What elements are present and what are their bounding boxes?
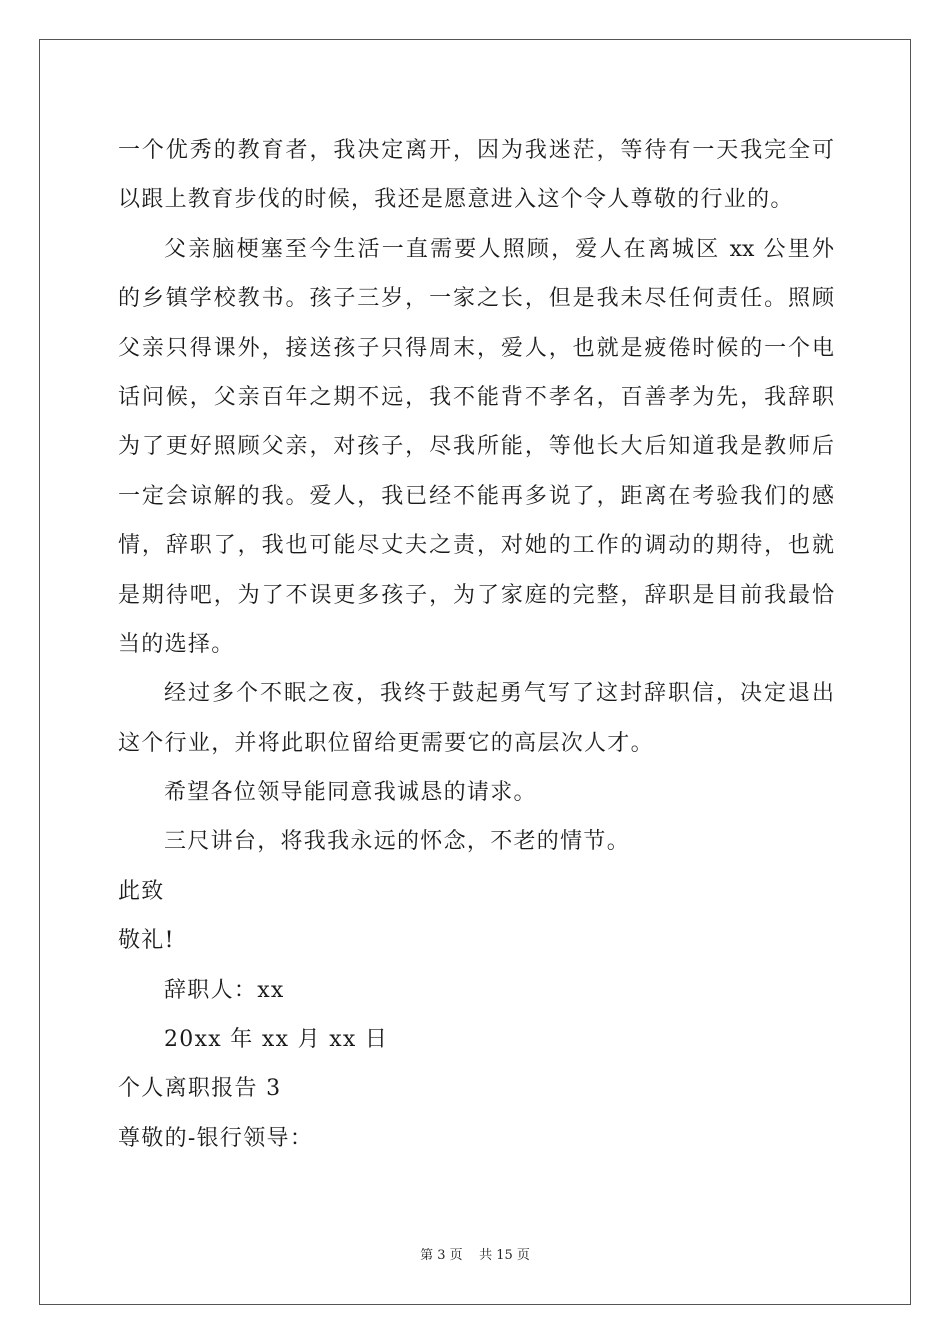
signature-name: 辞职人：xx	[164, 977, 285, 1003]
text-line: 情，辞职了，我也可能尽丈夫之责，对她的工作的调动的期待，也就	[118, 533, 834, 559]
text-line: 当的选择。	[118, 631, 235, 657]
greeting-line: 尊敬的-银行领导：	[118, 1125, 314, 1151]
page-number: 第 3 页 共 15 页	[420, 1248, 530, 1263]
salutation-line: 敬礼!	[118, 928, 175, 954]
document-body	[118, 126, 834, 1163]
text-line: 为了更好照顾父亲，对孩子，尽我所能，等他长大后知道我是教师后	[118, 434, 834, 460]
text-line: 的乡镇学校教书。孩子三岁，一家之长，但是我未尽任何责任。照顾	[118, 286, 834, 312]
section-title: 个人离职报告 3	[118, 1076, 282, 1102]
signature-date: 20xx 年 xx 月 xx 日	[164, 1027, 389, 1053]
text-line: 以跟上教育步伐的时候，我还是愿意进入这个令人尊敬的行业的。	[118, 187, 794, 213]
text-line: 一个优秀的教育者，我决定离开，因为我迷茫，等待有一天我完全可	[118, 138, 834, 163]
paragraph-start: 经过多个不眠之夜，我终于鼓起勇气写了这封辞职信，决定退出	[164, 681, 834, 707]
text-line: 一定会谅解的我。爱人，我已经不能再多说了，距离在考验我们的感	[118, 483, 834, 509]
paragraph-start: 希望各位领导能同意我诚恳的请求。	[164, 780, 537, 806]
text-line: 父亲只得课外，接送孩子只得周末，爱人，也就是疲倦时候的一个电	[118, 335, 834, 361]
text-line: 是期待吧，为了不误更多孩子，为了家庭的完整，辞职是目前我最恰	[118, 582, 834, 608]
text-line: 这个行业，并将此职位留给更需要它的高层次人才。	[118, 730, 654, 756]
paragraph-start: 父亲脑梗塞至今生活一直需要人照顾，爱人在离城区 xx 公里外	[164, 236, 834, 262]
text-line: 话问候，父亲百年之期不远，我不能背不孝名，百善孝为先，我辞职	[118, 384, 834, 410]
closing-line: 此致	[118, 878, 165, 904]
paragraph-start: 三尺讲台，将我我永远的怀念，不老的情节。	[164, 829, 631, 855]
